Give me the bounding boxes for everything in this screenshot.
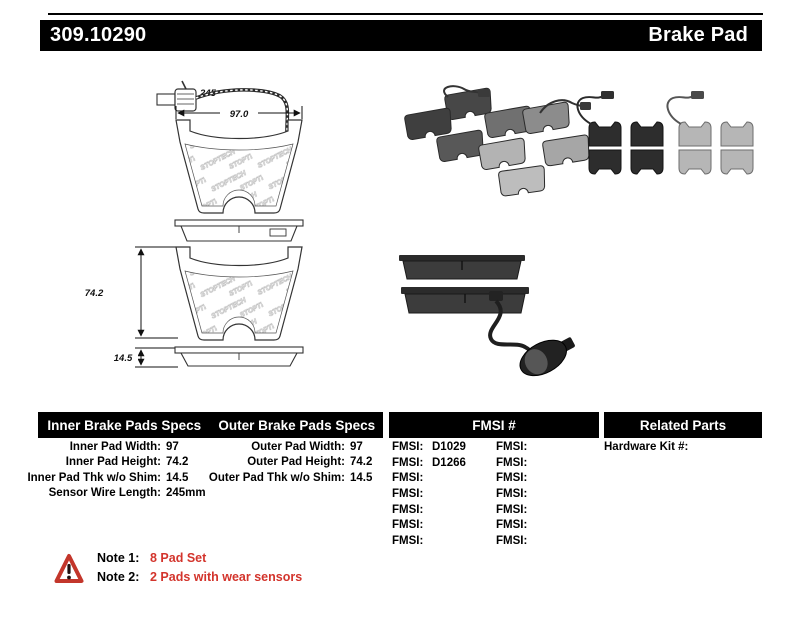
related-parts-title: Related Parts bbox=[639, 417, 727, 433]
top-rule bbox=[48, 13, 763, 15]
pad-front-view-2 bbox=[176, 247, 302, 340]
fmsi-row bbox=[496, 504, 596, 520]
related-parts-table bbox=[604, 441, 762, 457]
related-parts-header-bar bbox=[604, 412, 762, 438]
fmsi-value: D1266 bbox=[432, 456, 466, 469]
fmsi-row bbox=[496, 472, 596, 488]
fmsi-label: FMSI: bbox=[392, 456, 424, 469]
spec-row bbox=[180, 471, 373, 487]
fmsi-row bbox=[496, 488, 596, 504]
dim-thickness-lines bbox=[135, 348, 178, 367]
fmsi-label: FMSI: bbox=[392, 519, 424, 532]
inner-specs-table bbox=[20, 441, 206, 502]
fmsi-label: FMSI: bbox=[496, 456, 528, 469]
fmsi-row bbox=[392, 441, 492, 457]
spec-label: Outer Pad Width: bbox=[251, 441, 345, 453]
pad-pairs-sensor-wires bbox=[577, 91, 704, 124]
fmsi-label: FMSI: bbox=[392, 503, 424, 516]
warning-icon bbox=[54, 553, 84, 585]
spec-value: 245mm bbox=[166, 486, 206, 499]
spec-label: Outer Pad Thk w/o Shim: bbox=[208, 471, 345, 484]
note-value: 8 Pad Set bbox=[150, 551, 207, 565]
inner-specs-title: Inner Brake Pads Specs bbox=[47, 417, 202, 433]
fmsi-column-1 bbox=[392, 441, 492, 551]
spec-value: 74.2 bbox=[166, 456, 189, 469]
notes bbox=[97, 551, 302, 588]
related-row bbox=[604, 441, 762, 457]
pad-front-view-1 bbox=[176, 120, 302, 213]
fmsi-label: FMSI: bbox=[496, 441, 528, 453]
outer-specs-title: Outer Brake Pads Specs bbox=[218, 417, 376, 433]
spec-label: Inner Pad Height: bbox=[65, 456, 161, 469]
fmsi-row bbox=[392, 504, 492, 520]
fmsi-row bbox=[496, 457, 596, 473]
fmsi-label: FMSI: bbox=[496, 519, 528, 532]
spec-row bbox=[20, 471, 189, 487]
fmsi-label: FMSI: bbox=[496, 488, 528, 501]
fmsi-column-2 bbox=[496, 441, 596, 551]
spec-row bbox=[20, 441, 179, 456]
spec-row bbox=[20, 456, 189, 471]
pad-pair-1 bbox=[589, 122, 621, 174]
edge-pad-2 bbox=[401, 287, 529, 313]
pad-edge-view-2 bbox=[175, 347, 303, 366]
fmsi-label: FMSI: bbox=[392, 441, 424, 453]
note-label: Note 1: bbox=[97, 551, 140, 565]
spec-value: 74.2 bbox=[350, 456, 373, 469]
spec-row bbox=[20, 486, 206, 502]
spec-row bbox=[180, 441, 363, 456]
sensor-plug-photo bbox=[514, 329, 580, 383]
part-number: 309.10290 bbox=[50, 24, 147, 46]
fmsi-row bbox=[392, 472, 492, 488]
dim-pad-thickness: 14.5 bbox=[113, 353, 133, 364]
fmsi-row bbox=[392, 535, 492, 551]
fmsi-label: FMSI: bbox=[496, 503, 528, 516]
title-bar bbox=[40, 20, 762, 51]
note-row bbox=[97, 570, 302, 589]
fmsi-title: FMSI # bbox=[472, 417, 516, 433]
spec-label: Sensor Wire Length: bbox=[48, 486, 161, 499]
fmsi-row bbox=[496, 441, 596, 457]
pad-set-pads bbox=[404, 88, 591, 197]
note-label: Note 2: bbox=[97, 569, 140, 584]
note-value: 2 Pads with wear sensors bbox=[150, 569, 303, 584]
spec-value: 97 bbox=[166, 441, 179, 453]
pad-pair-2 bbox=[631, 122, 663, 174]
product-photo-pad-set bbox=[390, 85, 595, 203]
dim-pad-width: 97.0 bbox=[229, 109, 249, 120]
spec-label: Inner Pad Thk w/o Shim: bbox=[27, 471, 161, 484]
fmsi-row bbox=[392, 488, 492, 504]
pads-specs-header-bar bbox=[38, 412, 383, 438]
page-title: Brake Pad bbox=[648, 24, 748, 46]
outer-specs-table bbox=[180, 441, 373, 487]
pad-edge-view-1 bbox=[175, 220, 303, 241]
spec-value: 97 bbox=[350, 441, 363, 453]
fmsi-label: FMSI: bbox=[496, 535, 528, 548]
related-label: Hardware Kit #: bbox=[604, 441, 689, 453]
dim-sensor-wire-length: 245 bbox=[200, 88, 216, 99]
spec-label: Inner Pad Width: bbox=[69, 441, 161, 453]
spec-row bbox=[180, 456, 373, 471]
fmsi-row bbox=[496, 519, 596, 535]
product-photo-sensor-pads bbox=[393, 243, 603, 383]
fmsi-label: FMSI: bbox=[392, 488, 424, 501]
pad-pair-3 bbox=[679, 122, 711, 174]
dim-height-lines bbox=[135, 247, 178, 338]
fmsi-label: FMSI: bbox=[392, 472, 424, 485]
fmsi-label: FMSI: bbox=[496, 472, 528, 485]
edge-pad-1 bbox=[399, 255, 525, 279]
fmsi-header-bar bbox=[389, 412, 599, 438]
dim-pad-height: 74.2 bbox=[84, 288, 104, 299]
product-photo-pad-pairs bbox=[573, 86, 773, 206]
spec-label: Outer Pad Height: bbox=[247, 456, 345, 469]
fmsi-value: D1029 bbox=[432, 441, 466, 453]
spec-value: 14.5 bbox=[350, 471, 373, 484]
note-row bbox=[97, 551, 302, 570]
pad-pair-4 bbox=[721, 122, 753, 174]
fmsi-row bbox=[392, 457, 492, 473]
spec-value: 14.5 bbox=[166, 471, 189, 484]
fmsi-label: FMSI: bbox=[392, 535, 424, 548]
fmsi-row bbox=[392, 519, 492, 535]
technical-drawing bbox=[60, 80, 370, 395]
fmsi-row bbox=[496, 535, 596, 551]
